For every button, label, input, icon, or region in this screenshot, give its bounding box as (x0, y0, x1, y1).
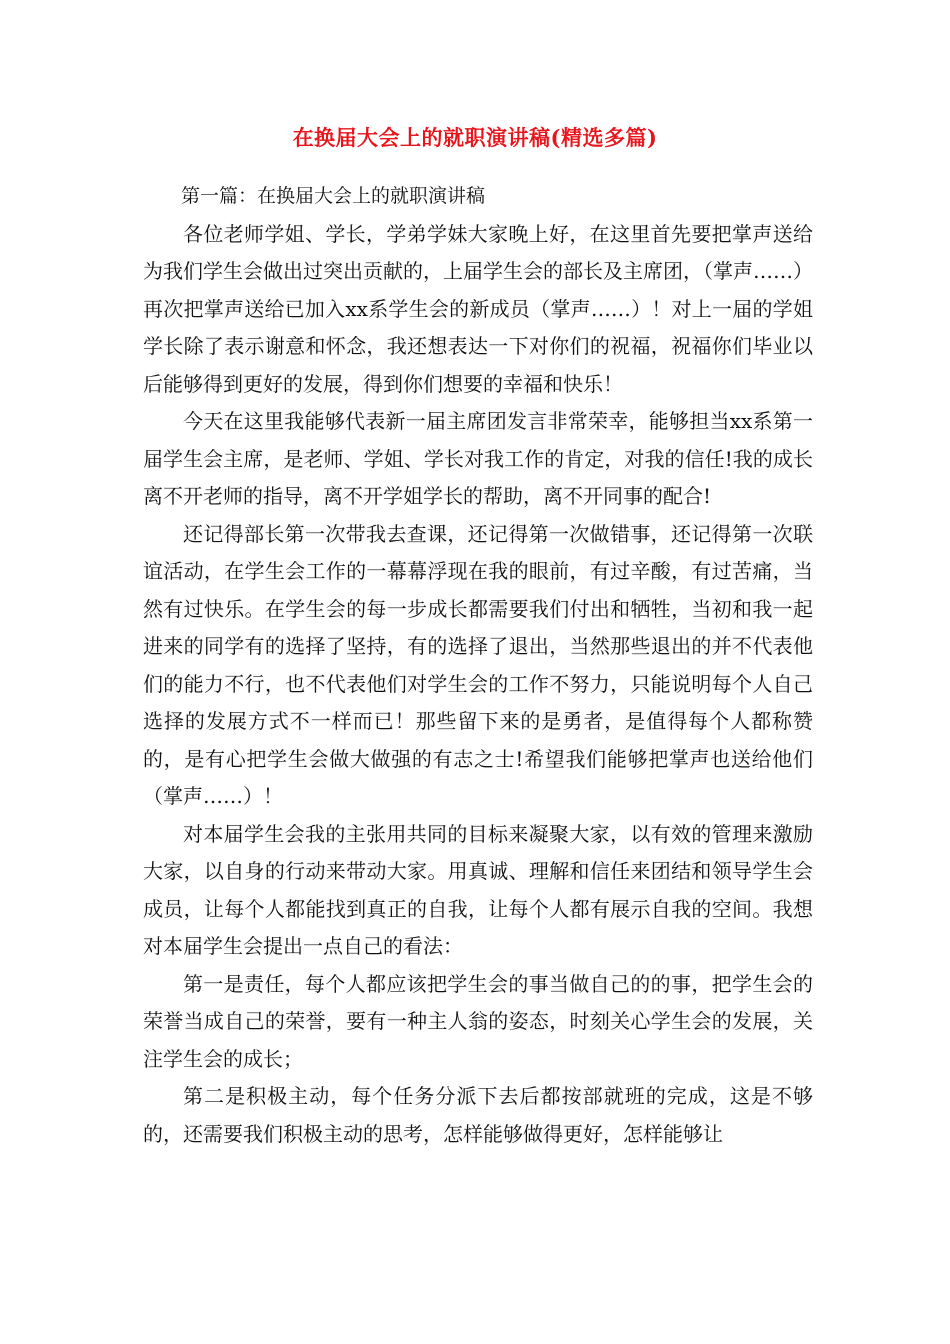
paragraph: 还记得部长第一次带我去查课，还记得第一次做错事，还记得第一次联谊活动，在学生会工作的一幕幕浮现在我的眼前，有过辛酸，有过苦痛，当然有过快乐。在学生会的每一步成长都需要我们付出和牺牲，当初和我一起进来的同学有的选择了坚持，有的选择了退出，当然那些退出的并不代表他们的能力不行，也不代表他们对学生会的工作不努力，只能说明每个人自己选择的发展方式不一样而已！那些留下来的是勇者，是值得每个人都称赞的，是有心把学生会做大做强的有志之士!希望我们能够把掌声也送给他们（掌声……）！ (143, 521, 813, 808)
section-heading: 第一篇：在换届大会上的就职演讲稿 (181, 185, 486, 207)
paragraph: 各位老师学姐、学长，学弟学妹大家晚上好，在这里首先要把掌声送给为我们学生会做出过突出贡献的，上届学生会的部长及主席团，（掌声……）再次把掌声送给已加入xx系学生会的新成员（掌声……）！对上一届的学姐学长除了表示谢意和怀念，我还想表达一下对你们的祝福，祝福你们毕业以后能够得到更好的发展，得到你们想要的幸福和快乐！ (143, 221, 813, 396)
paragraph: 今天在这里我能够代表新一届主席团发言非常荣幸，能够担当xx系第一届学生会主席，是老师、学姐、学长对我工作的肯定，对我的信任!我的成长离不开老师的指导，离不开学姐学长的帮助，离不开同事的配合! (143, 409, 813, 508)
document-body (143, 178, 813, 1153)
paragraph: 对本届学生会我的主张用共同的目标来凝聚大家，以有效的管理来激励大家，以自身的行动来带动大家。用真诚、理解和信任来团结和领导学生会成员，让每个人都能找到真正的自我，让每个人都有展示自我的空间。我想对本届学生会提出一点自己的看法： (143, 821, 813, 958)
paragraph: 第一是责任，每个人都应该把学生会的事当做自己的的事，把学生会的荣誉当成自己的荣誉，要有一种主人翁的姿态，时刻关心学生会的发展，关注学生会的成长； (143, 971, 813, 1071)
paragraph: 第二是积极主动，每个任务分派下去后都按部就班的完成，这是不够的，还需要我们积极主动的思考，怎样能够做得更好，怎样能够让 (143, 1084, 813, 1146)
document-title: 在换届大会上的就职演讲稿(精选多篇) (292, 125, 658, 150)
